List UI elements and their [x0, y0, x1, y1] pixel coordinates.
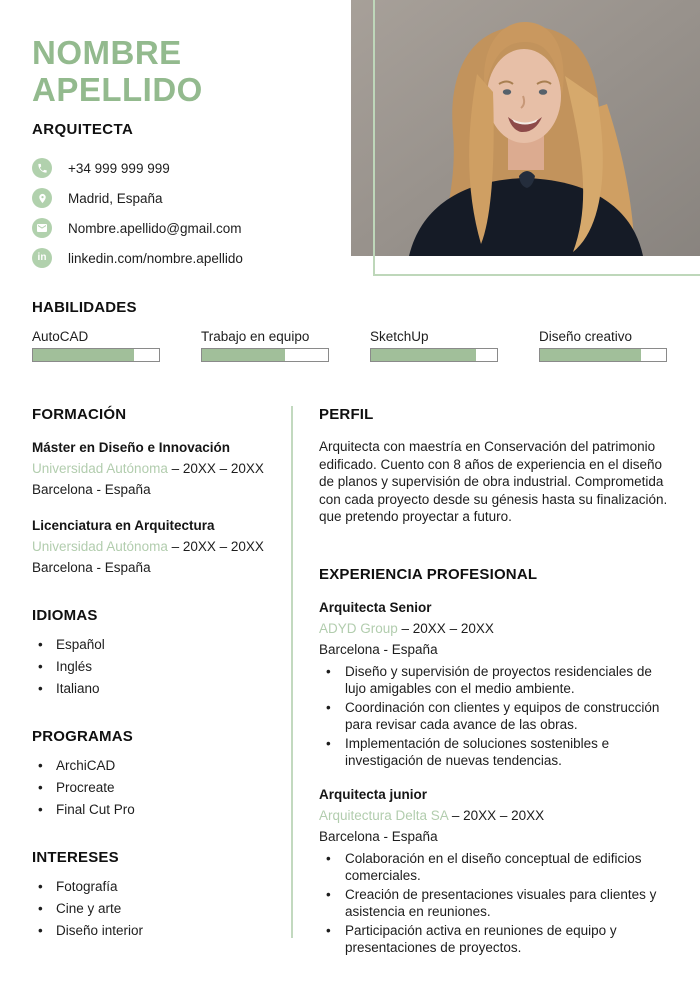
person-last-name: APELLIDO	[32, 71, 203, 108]
list-item: • Cine y arte	[32, 898, 275, 920]
job-company-line	[319, 618, 671, 639]
skill-item	[32, 329, 160, 362]
skill-bar-fill	[540, 349, 641, 361]
education-degree: Licenciatura en Arquitectura	[32, 518, 215, 533]
contact-list	[32, 153, 362, 273]
list-item: • Italiano	[32, 678, 275, 700]
skill-label: Diseño creativo	[539, 329, 633, 344]
job-title: Arquitecta Senior	[319, 599, 432, 615]
skills-section	[32, 299, 668, 362]
skill-bar	[32, 348, 160, 362]
contact-email	[32, 213, 362, 243]
contact-phone	[32, 153, 362, 183]
education-dates: – 20XX – 20XX	[167, 461, 264, 476]
idiomas-heading: IDIOMAS	[32, 607, 98, 624]
job-bullets	[319, 663, 671, 770]
list-item: • ArchiCAD	[32, 755, 275, 777]
list-item: • Diseño y supervisión de proyectos residenciales de lujo amigables con el medio ambiente.	[319, 663, 671, 698]
idiomas-section	[32, 607, 275, 700]
list-item: • Creación de presentaciones visuales para clientes y asistencia en reuniones.	[319, 886, 671, 921]
skills-grid	[32, 329, 668, 362]
education-school: Universidad Autónoma	[32, 539, 168, 554]
header	[0, 0, 362, 273]
education-degree: Máster en Diseño e Innovación	[32, 440, 231, 455]
job-bullets	[319, 850, 671, 957]
job-company: Arquitectura Delta SA	[319, 807, 449, 823]
skill-label: Trabajo en equipo	[201, 329, 310, 344]
skill-item	[539, 329, 667, 362]
skill-item	[370, 329, 498, 362]
job-entry	[319, 598, 671, 770]
contact-location-text: Madrid, España	[68, 190, 163, 206]
list-item: • Diseño interior	[32, 920, 275, 942]
job-dates: – 20XX – 20XX	[397, 620, 494, 636]
job-entry	[319, 785, 671, 957]
formacion-entries	[32, 438, 275, 579]
education-school-line	[32, 458, 275, 479]
right-column	[319, 406, 671, 955]
skill-item	[201, 329, 329, 362]
programas-section	[32, 728, 275, 821]
experiencia-heading: EXPERIENCIA PROFESIONAL	[319, 565, 538, 583]
skill-bar-fill	[371, 349, 476, 361]
skill-bar	[370, 348, 498, 362]
programas-heading: PROGRAMAS	[32, 728, 133, 745]
profile-photo	[351, 0, 700, 256]
education-location: Barcelona - España	[32, 482, 151, 497]
photo-frame-horizontal-line	[373, 274, 700, 276]
perfil-heading: PERFIL	[319, 406, 374, 423]
skill-bar-fill	[202, 349, 285, 361]
column-divider-line	[291, 406, 293, 938]
intereses-section	[32, 849, 275, 942]
skill-label: SketchUp	[370, 329, 429, 344]
intereses-heading: INTERESES	[32, 849, 119, 866]
person-first-name: NOMBRE	[32, 34, 182, 71]
formacion-section	[32, 406, 275, 579]
contact-linkedin	[32, 243, 362, 273]
contact-location	[32, 183, 362, 213]
education-school: Universidad Autónoma	[32, 461, 168, 476]
phone-icon	[32, 158, 52, 178]
body-columns	[32, 406, 700, 955]
job-company-line	[319, 805, 671, 826]
person-name	[32, 34, 362, 108]
formacion-heading: FORMACIÓN	[32, 406, 127, 423]
left-column	[32, 406, 275, 938]
experiencia-section	[319, 566, 671, 957]
list-item: • Coordinación con clientes y equipos de construcción para revisar cada avance de las obras.	[319, 699, 671, 734]
idiomas-list	[32, 634, 275, 700]
list-item: • Participación activa en reuniones de equipo y presentaciones de proyectos.	[319, 922, 671, 957]
skills-heading: HABILIDADES	[32, 299, 137, 316]
education-school-line	[32, 536, 275, 557]
intereses-list	[32, 876, 275, 942]
job-location: Barcelona - España	[319, 641, 438, 657]
list-item: • Inglés	[32, 656, 275, 678]
job-company: ADYD Group	[319, 620, 398, 636]
education-dates: – 20XX – 20XX	[167, 539, 264, 554]
perfil-text: Arquitecta con maestría en Conservación del patrimonio edificado. Cuento con 8 años de experiencia en el diseño de planos y supervisión de obra industrial. Comprometida con cada proyecto desde su génesis hasta su finalización. que pretendo proyectar a futuro.	[319, 439, 668, 524]
linkedin-icon: in	[32, 248, 52, 268]
skill-bar-fill	[33, 349, 134, 361]
contact-email-text: Nombre.apellido@gmail.com	[68, 220, 242, 236]
experiencia-jobs	[319, 598, 671, 957]
list-item: • Colaboración en el diseño conceptual de edificios comerciales.	[319, 850, 671, 885]
skill-label: AutoCAD	[32, 329, 89, 344]
person-job-title: ARQUITECTA	[32, 121, 134, 138]
skill-bar	[201, 348, 329, 362]
list-item: • Procreate	[32, 777, 275, 799]
contact-phone-text: +34 999 999 999	[68, 160, 170, 176]
list-item: • Implementación de soluciones sostenibles e investigación de nuevas tendencias.	[319, 735, 671, 770]
education-entry	[32, 438, 275, 501]
list-item: • Español	[32, 634, 275, 656]
email-icon	[32, 218, 52, 238]
education-entry	[32, 516, 275, 579]
job-dates: – 20XX – 20XX	[448, 807, 545, 823]
job-location: Barcelona - España	[319, 828, 438, 844]
skill-bar	[539, 348, 667, 362]
list-item: • Final Cut Pro	[32, 799, 275, 821]
contact-linkedin-text: linkedin.com/nombre.apellido	[68, 250, 243, 266]
perfil-section	[319, 406, 671, 526]
location-icon	[32, 188, 52, 208]
job-title: Arquitecta junior	[319, 786, 428, 802]
photo-frame-vertical-line	[373, 0, 375, 276]
programas-list	[32, 755, 275, 821]
list-item: • Fotografía	[32, 876, 275, 898]
education-location: Barcelona - España	[32, 560, 151, 575]
